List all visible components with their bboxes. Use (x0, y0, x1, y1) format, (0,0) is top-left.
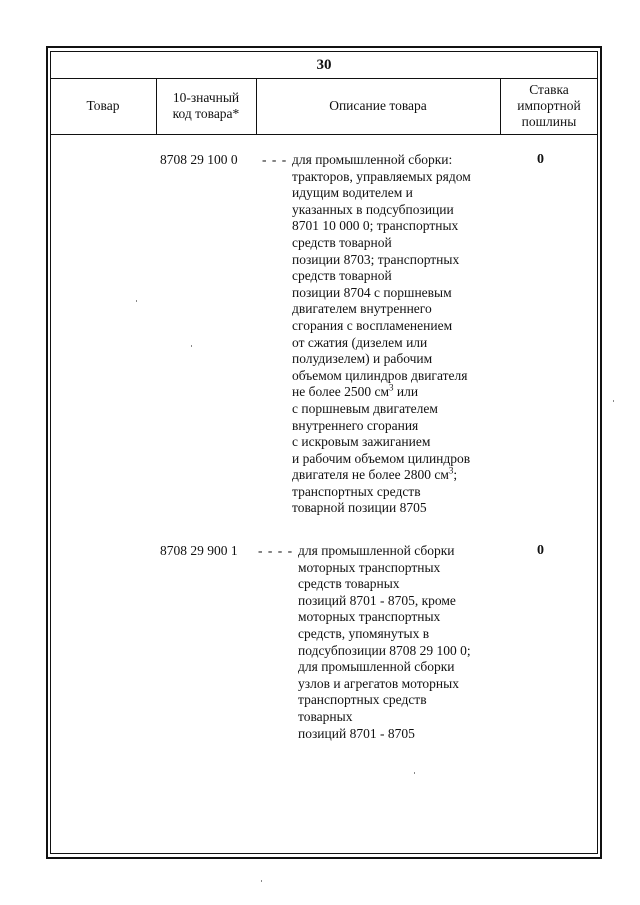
description-line: товарной позиции 8705 (292, 500, 427, 516)
duty-rate: 0 (537, 152, 544, 167)
scan-speck (136, 300, 137, 302)
description-line: внутреннего сгорания (292, 417, 419, 433)
description-line: объемом цилиндров двигателя (292, 367, 468, 383)
description-line: 8701 10 000 0; транспортных (292, 218, 459, 234)
header-rate (500, 82, 598, 130)
tariff-code: 8708 29 100 0 (160, 152, 238, 167)
scan-speck (414, 772, 415, 774)
description-line: позиции 8703; транспортных (292, 251, 460, 267)
description-line: транспортных средств (298, 692, 427, 708)
description-line: подсубпозиции 8708 29 100 0; (298, 642, 471, 658)
header-rate-line-1: Ставка (529, 82, 569, 97)
description-line: не более 2500 $см^3$ или (292, 382, 419, 400)
page-number: 30 (316, 57, 332, 73)
header-rate-line-2: импортной (517, 98, 581, 113)
description-line: двигателя не более 2800 $см^3$; (292, 465, 458, 483)
scan-speck (191, 345, 192, 347)
header-top-rule (50, 78, 598, 79)
description-line: средств товарной (292, 268, 392, 284)
description-line: и рабочим объемом цилиндров (292, 450, 471, 466)
header-code-line-1: 10-значный (172, 90, 240, 105)
duty-rate: 0 (537, 543, 544, 558)
description-line: для промышленной сборки: (292, 152, 453, 167)
description-line: полудизелем) и рабочим (292, 351, 433, 367)
description-line: позиций 8701 - 8705, кроме (298, 592, 456, 608)
header-goods: Товар (86, 98, 120, 113)
description-line: средств товарных (298, 576, 400, 592)
description-line: указанных в подсубпозиции (292, 201, 454, 217)
goods-description (292, 152, 471, 517)
header-code-line-2: код товара* (172, 106, 240, 121)
description-line: идущим водителем и (292, 185, 413, 201)
description-line: средств товарной (292, 234, 392, 250)
description-line: сгорания с воспламенением (292, 317, 453, 333)
scan-speck (261, 880, 262, 882)
description-line: для промышленной сборки (298, 659, 455, 675)
description-line: товарных (298, 708, 353, 724)
scan-speck (613, 400, 614, 402)
header-code (156, 90, 256, 122)
header-bottom-rule (50, 134, 598, 135)
description-line: средств, упомянутых в (298, 625, 430, 641)
description-line: позиций 8701 - 8705 (298, 725, 415, 741)
goods-description (298, 543, 471, 742)
description-line: от сжатия (дизелем или (292, 334, 428, 350)
indent-dashes: - - - (262, 152, 288, 167)
tariff-code: 8708 29 900 1 (160, 543, 238, 558)
description-line: тракторов, управляемых рядом (292, 168, 471, 184)
description-line: позиции 8704 с поршневым (292, 284, 452, 300)
description-line: для промышленной сборки (298, 543, 455, 558)
description-line: моторных транспортных (298, 559, 441, 575)
description-line: транспортных средств (292, 483, 421, 499)
header-rate-line-3: пошлины (521, 114, 577, 129)
description-line: с поршневым двигателем (292, 400, 438, 416)
indent-dashes: - - - - (258, 543, 294, 558)
description-line: узлов и агрегатов моторных (298, 675, 459, 691)
header-description: Описание товара (329, 98, 427, 113)
description-line: с искровым зажиганием (292, 434, 431, 450)
description-line: двигателем внутреннего (292, 301, 432, 317)
description-line: моторных транспортных (298, 609, 441, 625)
